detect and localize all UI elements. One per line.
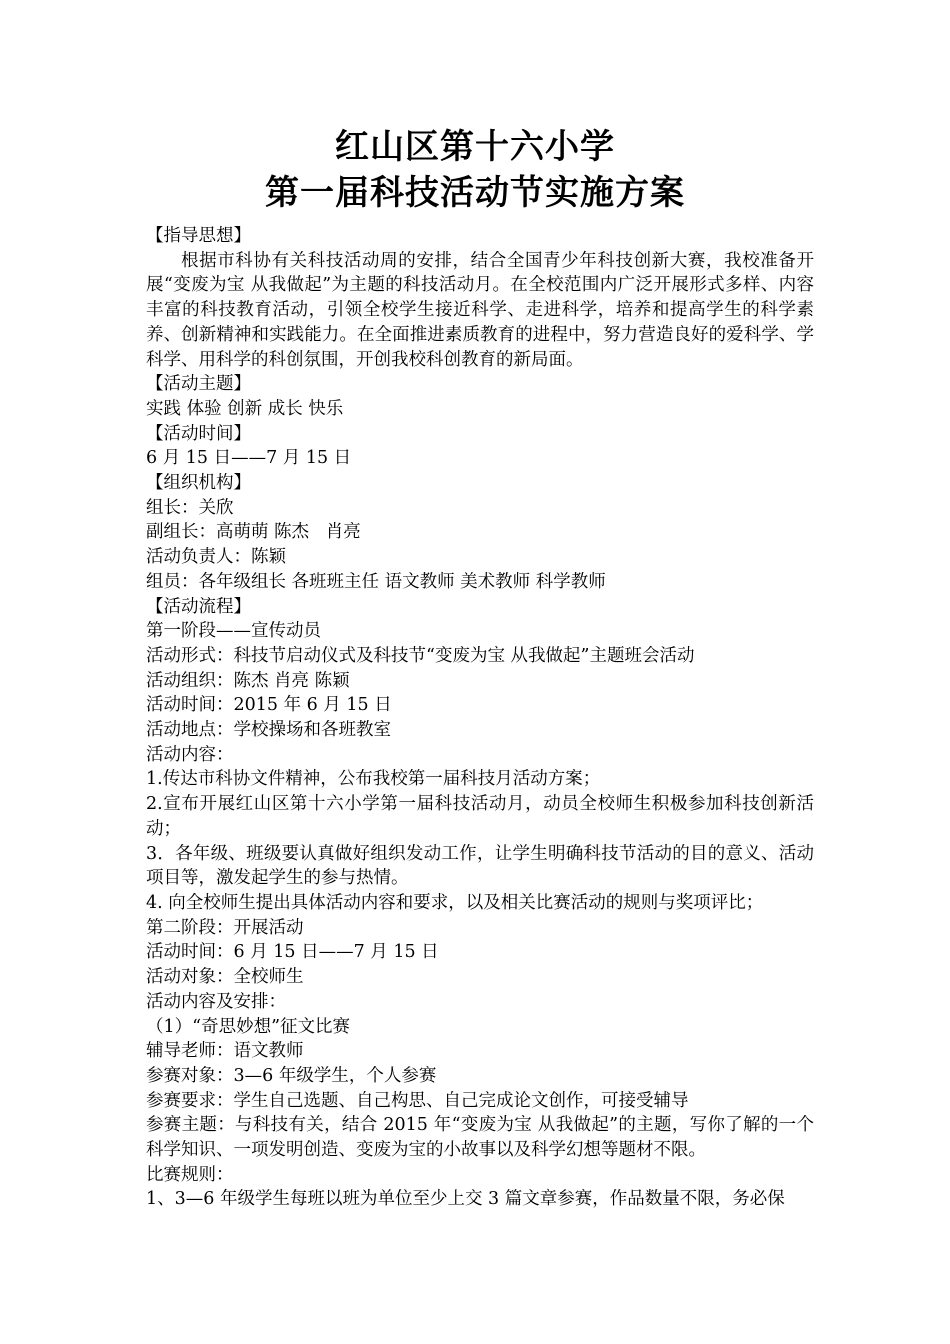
list-item: 4. 向全校师生提出具体活动内容和要求，以及相关比赛活动的规则与奖项评比； xyxy=(146,892,764,913)
org-person-in-charge: 活动负责人：陈颖 xyxy=(146,547,286,568)
contest-rules-label: 比赛规则： xyxy=(146,1164,234,1185)
section-heading-theme: 【活动主题】 xyxy=(146,374,251,395)
stage-one-location: 活动地点：学校操场和各班教室 xyxy=(146,720,391,741)
essay-requirements: 参赛要求：学生自己选题、自己构思、自己完成论文创作，可接受辅导 xyxy=(146,1090,689,1111)
essay-participants: 参赛对象：3—6 年级学生，个人参赛 xyxy=(146,1065,437,1086)
essay-contest-heading: （1）“奇思妙想”征文比赛 xyxy=(146,1016,351,1037)
document-body xyxy=(146,224,814,1212)
org-deputy-leaders: 副组长：高萌萌 陈杰 肖亮 xyxy=(146,522,361,543)
stage-one-content-label: 活动内容： xyxy=(146,744,234,765)
stage-one-form: 活动形式：科技节启动仪式及科技节“变废为宝 从我做起”主题班会活动 xyxy=(146,645,695,666)
theme-text: 实践 体验 创新 成长 快乐 xyxy=(146,398,344,419)
stage-two-content-label: 活动内容及安排： xyxy=(146,991,286,1012)
stage-two-heading: 第二阶段：开展活动 xyxy=(146,917,304,938)
document-title-block xyxy=(0,124,950,216)
list-item: 2.宣布开展红山区第十六小学第一届科技活动月，动员全校师生积极参加科技创新活动； xyxy=(146,794,814,839)
document-title-school: 红山区第十六小学 xyxy=(335,127,615,167)
list-item: 3．各年级、班级要认真做好组织发动工作，让学生明确科技节活动的目的意义、活动项目等，激发起学生的参与热情。 xyxy=(146,843,814,889)
essay-theme: 参赛主题：与科技有关，结合 2015 年“变废为宝 从我做起”的主题，写你了解的一个科学知识、一项发明创造、变废为宝的小故事以及科学幻想等题材不限。 xyxy=(146,1115,814,1161)
paragraph-guiding-thought: 根据市科协有关科技活动周的安排，结合全国青少年科技创新大赛，我校准备开展“变废为宝 从我做起”为主题的科技活动月。在全校范围内广泛开展形式多样、内容丰富的科技教育活动，引领全校学生接近科学、走进科学，培养和提高学生的科学素养、创新精神和实践能力。在全面推进素质教育的进程中，努力营造良好的爱科学、学科学、用科学的科创氛围，开创我校科创教育的新局面。 xyxy=(146,250,814,370)
document-title-plan: 第一届科技活动节实施方案 xyxy=(265,173,685,213)
section-heading-guiding-thought: 【指导思想】 xyxy=(146,226,251,246)
contest-rule-item: 1、3—6 年级学生每班以班为单位至少上交 3 篇文章参赛，作品数量不限，务必保 xyxy=(146,1189,785,1210)
section-heading-time: 【活动时间】 xyxy=(146,423,251,444)
essay-tutor: 辅导老师：语文教师 xyxy=(146,1041,304,1062)
stage-two-time: 活动时间：6 月 15 日——7 月 15 日 xyxy=(146,942,439,963)
section-heading-organization: 【组织机构】 xyxy=(146,473,251,494)
org-members: 组员：各年级组长 各班班主任 语文教师 美术教师 科学教师 xyxy=(146,571,606,592)
time-text: 6 月 15 日——7 月 15 日 xyxy=(146,448,352,469)
stage-one-heading: 第一阶段——宣传动员 xyxy=(146,621,321,642)
org-leader: 组长：关欣 xyxy=(146,497,234,518)
stage-two-participants: 活动对象：全校师生 xyxy=(146,967,304,988)
section-heading-process: 【活动流程】 xyxy=(146,596,251,617)
list-item: 1.传达市科协文件精神，公布我校第一届科技月活动方案； xyxy=(146,769,601,790)
stage-one-organizers: 活动组织：陈杰 肖亮 陈颖 xyxy=(146,670,350,691)
stage-one-time: 活动时间：2015 年 6 月 15 日 xyxy=(146,695,392,716)
